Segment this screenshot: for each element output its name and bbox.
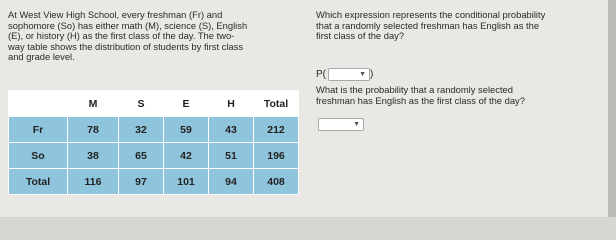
problem-line: sophomore (So) has either math (M), science (S), English xyxy=(8,19,248,31)
table-cell: 65 xyxy=(119,143,164,169)
page-edge xyxy=(608,0,616,217)
table-cell: 97 xyxy=(119,169,164,195)
problem-text xyxy=(8,10,308,63)
table-cell: 196 xyxy=(254,143,299,169)
question-line: Which expression represents the conditional probability xyxy=(316,9,546,20)
two-way-table xyxy=(8,90,299,195)
row-header: Total xyxy=(9,169,68,195)
probability-expression xyxy=(316,68,373,81)
problem-line: way table shows the distribution of students by first class xyxy=(8,40,244,52)
table-row xyxy=(9,117,299,143)
table-cell: 212 xyxy=(254,117,299,143)
table-row xyxy=(9,143,299,169)
probability-answer xyxy=(316,113,364,131)
problem-line: (E), or history (H) as the first class of the day. The two- xyxy=(8,30,235,42)
question-line: that a randomly selected freshman has English as the xyxy=(316,19,540,31)
table-corner xyxy=(9,91,68,117)
table-cell: 43 xyxy=(209,117,254,143)
expression-prefix: P( xyxy=(316,69,326,80)
column-header: Total xyxy=(254,91,299,117)
problem-line: At West View High School, every freshman (Fr) and xyxy=(8,9,223,20)
table-cell: 38 xyxy=(68,143,119,169)
question-line: first class of the day? xyxy=(316,30,405,42)
expression-suffix: ) xyxy=(370,69,374,80)
table-cell: 116 xyxy=(68,169,119,195)
problem-line: and grade level. xyxy=(8,51,75,63)
column-header: M xyxy=(68,91,119,117)
row-header: So xyxy=(9,143,68,169)
probability-answer-dropdown[interactable] xyxy=(318,118,364,131)
column-header: S xyxy=(119,91,164,117)
table-cell: 78 xyxy=(68,117,119,143)
conditional-probability-dropdown[interactable] xyxy=(328,68,370,81)
question-line: What is the probability that a randomly selected xyxy=(316,84,513,95)
chevron-down-icon: ▼ xyxy=(359,71,366,78)
column-header: H xyxy=(209,91,254,117)
table-header-row xyxy=(9,91,299,117)
question-1-text xyxy=(316,10,606,42)
question-2-text xyxy=(316,85,606,106)
table-cell: 94 xyxy=(209,169,254,195)
table-cell: 32 xyxy=(119,117,164,143)
table-cell: 101 xyxy=(164,169,209,195)
chevron-down-icon: ▼ xyxy=(353,121,360,128)
table-cell: 51 xyxy=(209,143,254,169)
row-header: Fr xyxy=(9,117,68,143)
column-header: E xyxy=(164,91,209,117)
table-row xyxy=(9,169,299,195)
table-cell: 59 xyxy=(164,117,209,143)
table-cell: 408 xyxy=(254,169,299,195)
table-cell: 42 xyxy=(164,143,209,169)
question-line: freshman has English as the first class of the day? xyxy=(316,94,525,106)
